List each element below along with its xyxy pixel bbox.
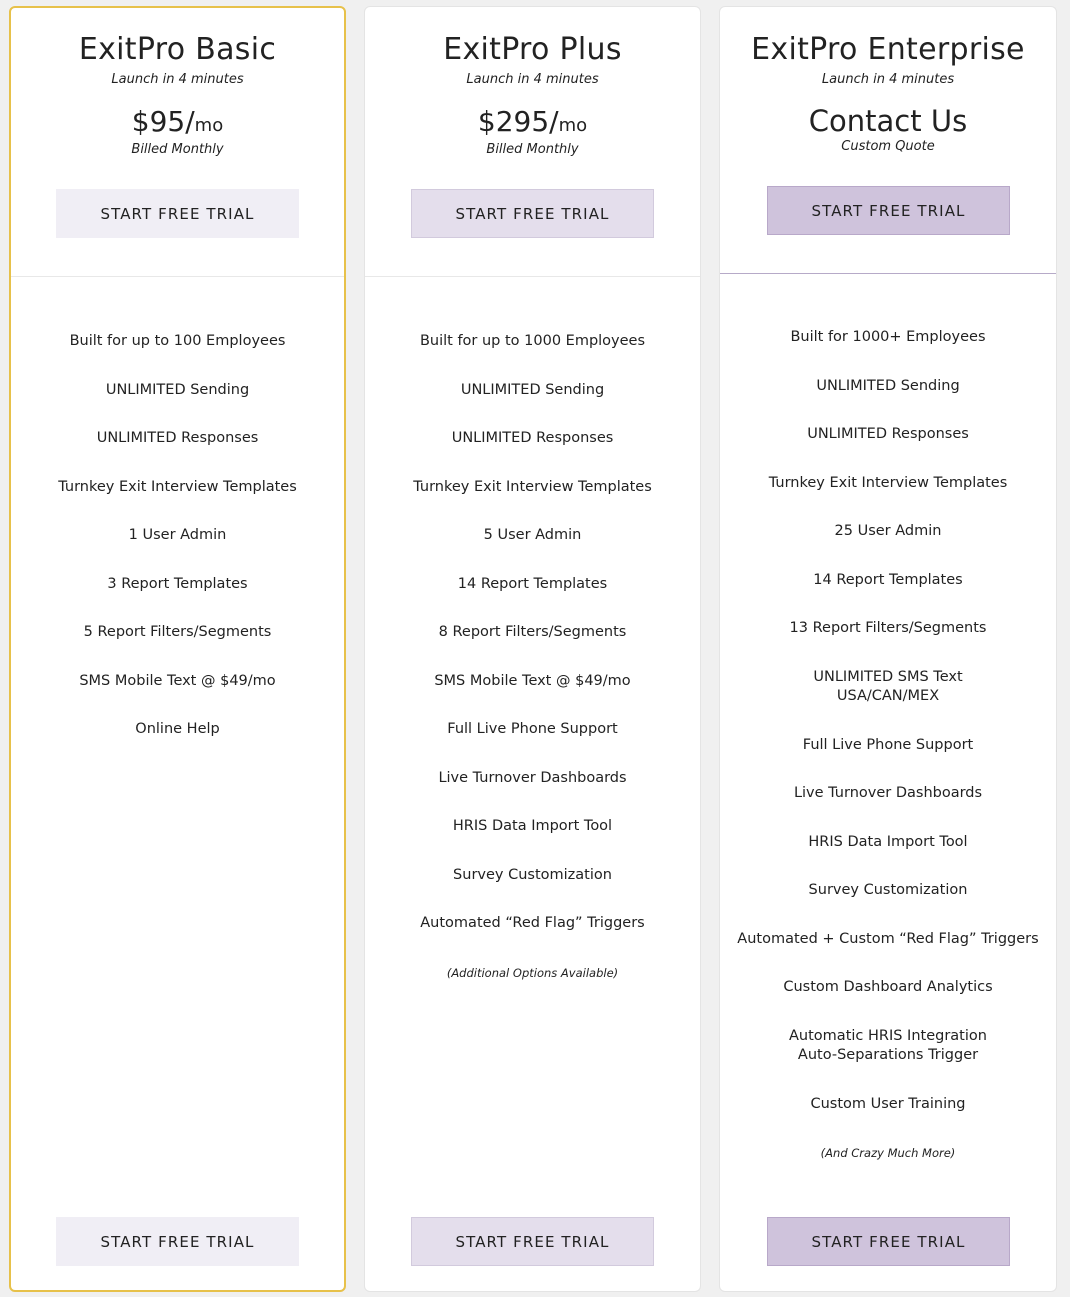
feature-item: Automated “Red Flag” Triggers: [420, 915, 645, 931]
feature-item: UNLIMITED Responses: [96, 430, 259, 446]
feature-item: UNLIMITED Responses: [807, 426, 969, 442]
feature-item: 25 User Admin: [834, 523, 942, 539]
additional-options-note: (Additional Options Available): [446, 966, 619, 980]
price-period: mo: [194, 115, 224, 136]
feature-item: Turnkey Exit Interview Templates: [768, 475, 1008, 491]
feature-item: 14 Report Templates: [457, 576, 608, 592]
start-free-trial-button-bottom[interactable]: START FREE TRIAL: [411, 1217, 654, 1266]
plan-title: ExitPro Basic: [78, 32, 277, 67]
plan-tagline: Launch in 4 minutes: [111, 72, 244, 87]
feature-item: HRIS Data Import Tool: [452, 818, 613, 834]
feature-item: Auto-Separations Trigger: [797, 1047, 979, 1063]
feature-item: Built for up to 100 Employees: [69, 333, 286, 349]
feature-item: UNLIMITED Responses: [451, 430, 614, 446]
feature-item: Custom Dashboard Analytics: [783, 979, 993, 995]
feature-item: SMS Mobile Text @ $49/mo: [79, 673, 276, 689]
feature-item: Turnkey Exit Interview Templates: [58, 479, 297, 495]
price-amount: $95/: [131, 105, 195, 138]
feature-item: Live Turnover Dashboards: [793, 785, 983, 801]
contact-us-label: Contact Us: [808, 104, 968, 138]
plan-price: [365, 105, 700, 138]
feature-item: Built for up to 1000 Employees: [419, 333, 646, 349]
start-free-trial-button-top[interactable]: START FREE TRIAL: [767, 186, 1010, 235]
billing-label: Billed Monthly: [131, 142, 224, 157]
start-free-trial-button-top[interactable]: START FREE TRIAL: [411, 189, 654, 238]
plan-card-enterprise: [719, 6, 1057, 1292]
feature-item: 5 User Admin: [483, 527, 582, 543]
plan-tagline: Launch in 4 minutes: [821, 72, 955, 87]
feature-item: Full Live Phone Support: [802, 737, 974, 753]
more-options-note: (And Crazy Much More): [820, 1146, 956, 1160]
plan-title: ExitPro Plus: [443, 32, 622, 67]
feature-item: Turnkey Exit Interview Templates: [413, 479, 652, 495]
plan-card-basic: [9, 6, 346, 1292]
feature-item: Custom User Training: [810, 1096, 966, 1112]
feature-item: UNLIMITED SMS Text: [813, 669, 963, 685]
feature-item: Online Help: [135, 721, 220, 737]
billing-label: Billed Monthly: [486, 142, 579, 157]
start-free-trial-button-top[interactable]: START FREE TRIAL: [56, 189, 299, 238]
feature-item: USA/CAN/MEX: [836, 688, 940, 704]
feature-item: 14 Report Templates: [813, 572, 963, 588]
feature-item: 5 Report Filters/Segments: [83, 624, 272, 640]
feature-item: UNLIMITED Sending: [460, 382, 605, 398]
price-period: mo: [558, 115, 588, 136]
divider: [720, 273, 1056, 274]
divider: [365, 276, 700, 277]
feature-item: 1 User Admin: [128, 527, 227, 543]
feature-item: UNLIMITED Sending: [105, 382, 250, 398]
feature-item: Built for 1000+ Employees: [790, 329, 986, 345]
feature-item: SMS Mobile Text @ $49/mo: [434, 673, 631, 689]
feature-item: Survey Customization: [808, 882, 968, 898]
feature-item: 8 Report Filters/Segments: [438, 624, 627, 640]
price-amount: $295/: [477, 105, 559, 138]
feature-item: UNLIMITED Sending: [816, 378, 960, 394]
feature-item: Survey Customization: [453, 867, 612, 883]
plan-price: [11, 105, 344, 138]
plan-tagline: Launch in 4 minutes: [466, 72, 599, 87]
plan-card-plus: [364, 6, 701, 1292]
start-free-trial-button-bottom[interactable]: START FREE TRIAL: [56, 1217, 299, 1266]
plan-title: ExitPro Enterprise: [751, 32, 1025, 67]
feature-item: Automatic HRIS Integration: [789, 1028, 987, 1044]
start-free-trial-button-bottom[interactable]: START FREE TRIAL: [767, 1217, 1010, 1266]
feature-item: Full Live Phone Support: [447, 721, 618, 737]
feature-item: HRIS Data Import Tool: [808, 834, 968, 850]
feature-item: Live Turnover Dashboards: [438, 770, 627, 786]
divider: [11, 276, 344, 277]
feature-item: Automated + Custom “Red Flag” Triggers: [737, 931, 1039, 947]
feature-item: 3 Report Templates: [107, 576, 248, 592]
feature-item: 13 Report Filters/Segments: [789, 620, 987, 636]
custom-quote-label: Custom Quote: [841, 139, 935, 154]
